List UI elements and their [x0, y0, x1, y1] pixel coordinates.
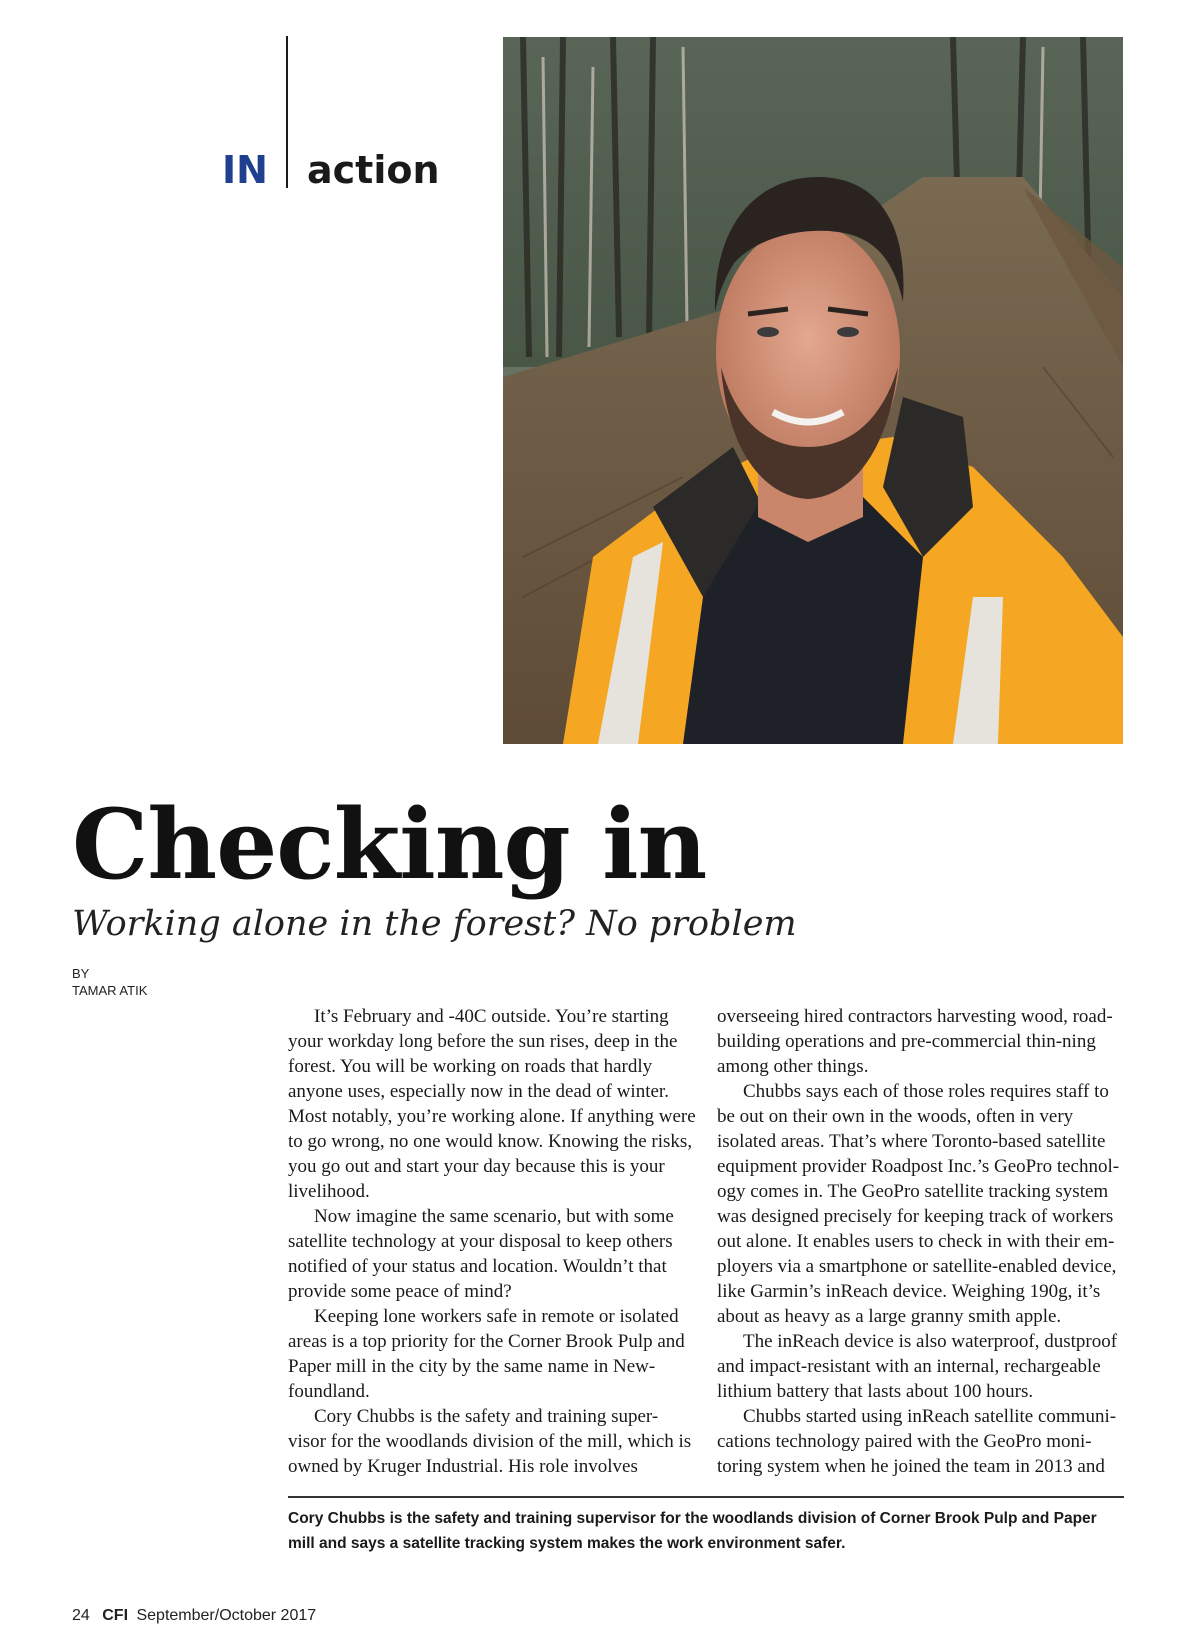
section-prefix: IN — [222, 148, 268, 192]
paragraph: It’s February and -40C outside. You’re starting your workday long before the sun rises, deep in the forest. You will be working on roads that hardly anyone uses, especially now in the dead of winter. Most notably, you’re working alone. If anything were to go wrong, no one would know. Knowing the risks, you go out and start your day because this is your livelihood. — [288, 1006, 696, 1202]
page-footer — [72, 1607, 316, 1625]
article-photo — [503, 37, 1123, 744]
paragraph: overseeing hired contractors harvesting wood, road-building operations and pre-commercial thin-ning among other things. — [717, 1006, 1113, 1077]
paragraph: Chubbs started using inReach satellite communi-cations technology paired with the GeoPro moni-toring system when he joined the team in 2013 and — [717, 1406, 1117, 1477]
paragraph: Chubbs says each of those roles requires staff to be out on their own in the woods, often in very isolated areas. That’s where Toronto-based satellite equipment provider Roadpost Inc.’s GeoPro technol-ogy comes in. The GeoPro satellite tracking system was designed precisely for keeping track of workers out alone. It enables users to check in with their em-ployers via a smartphone or satellite-enabled device, like Garmin’s inReach device. Weighing 190g, it’s about as heavy as a large granny smith apple. — [717, 1081, 1120, 1327]
page-number: 24 — [72, 1607, 90, 1624]
byline-author: TAMAR ATIK — [72, 983, 148, 998]
paragraph: Keeping lone workers safe in remote or isolated areas is a top priority for the Corner Brook Pulp and Paper mill in the city by the same name in New-foundland. — [288, 1306, 685, 1402]
section-title: action — [307, 148, 440, 192]
issue-date: September/October 2017 — [136, 1607, 317, 1624]
article-headline: Checking in — [72, 788, 707, 901]
body-column-2 — [717, 1004, 1125, 1479]
section-divider — [286, 36, 288, 188]
paragraph: Now imagine the same scenario, but with some satellite technology at your disposal to keep others notified of your status and location. Wouldn’t that provide some peace of mind? — [288, 1206, 674, 1302]
article-deck: Working alone in the forest? No problem — [72, 904, 797, 944]
paragraph: Cory Chubbs is the safety and training super-visor for the woodlands division of the mill, which is owned by Kruger Industrial. His role involves — [288, 1406, 692, 1477]
byline-label: BY — [72, 966, 90, 981]
magazine-name: CFI — [102, 1607, 129, 1624]
photo-caption: Cory Chubbs is the safety and training supervisor for the woodlands division of Corner Brook Pulp and Paper mill and says a satellite tracking system makes the work environment safer. — [288, 1510, 1097, 1552]
paragraph: The inReach device is also waterproof, dustproof and impact-resistant with an internal, rechargeable lithium battery that lasts about 100 hours. — [717, 1331, 1118, 1402]
body-column-1 — [288, 1004, 696, 1479]
caption-divider — [288, 1496, 1124, 1498]
